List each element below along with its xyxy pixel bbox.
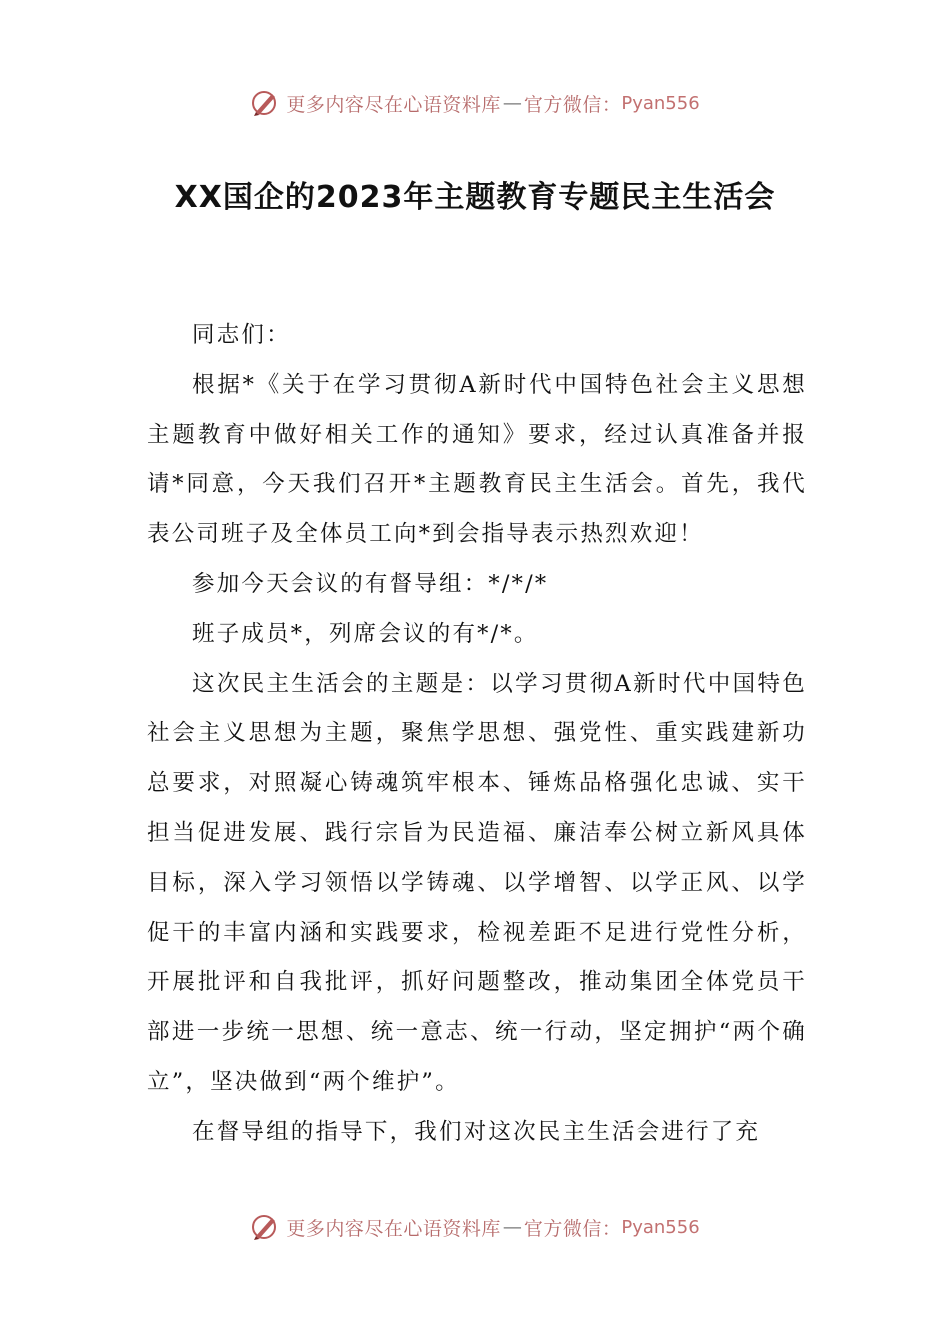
paragraph-greeting: 同志们：: [192, 322, 291, 348]
document-title: XX国企的2023年主题教育专题民主生活会: [174, 180, 776, 215]
watermark-id: Pyan556: [621, 92, 700, 114]
watermark-text: 更多内容尽在心语资料库: [286, 1217, 501, 1240]
paragraph: 这次民主生活会的主题是：以学习贯彻A新时代中国特色社会主义思想为主题，聚焦学思想、强党性、重实践建新功总要求，对照凝心铸魂筑牢根本、锤炼品格强化忠诚、实干担当促进发展、践行宗旨为民造福、廉洁奉公树立新风具体目标，深入学习领悟以学铸魂、以学增智、以学正风、以学促干的丰富内涵和实践要求，检视差距不足进行党性分析，开展批评和自我批评，抓好问题整改，推动集团全体党员干部进一步统一思想、统一意志、统一行动，坚定拥护“两个确立”，坚决做到“两个维护”。: [147, 670, 807, 1095]
watermark-suffix: 官方微信：: [523, 1217, 622, 1240]
watermark-id: Pyan556: [621, 1216, 700, 1238]
paragraph: 根据*《关于在学习贯彻A新时代中国特色社会主义思想主题教育中做好相关工作的通知》要求，经过认真准备并报请*同意，今天我们召开*主题教育民主生活会。首先，我代表公司班子及全体员工向*到会指导表示热烈欢迎！: [147, 371, 807, 548]
watermark-separator: —: [502, 1216, 522, 1238]
pen-logo-icon: [250, 1212, 280, 1242]
watermark-suffix: 官方微信：: [523, 93, 622, 116]
watermark-separator: —: [502, 92, 522, 114]
paragraph: 班子成员*，列席会议的有*/*。: [192, 620, 539, 647]
pen-logo-icon: [250, 88, 280, 118]
paragraph: 参加今天会议的有督导组：*/*/*: [192, 570, 549, 597]
watermark-text: 更多内容尽在心语资料库: [286, 93, 501, 116]
document-body: [147, 311, 807, 1158]
watermark-footer: [0, 1212, 950, 1242]
paragraph: 在督导组的指导下，我们对这次民主生活会进行了充: [192, 1118, 761, 1145]
watermark-header: [0, 88, 950, 118]
